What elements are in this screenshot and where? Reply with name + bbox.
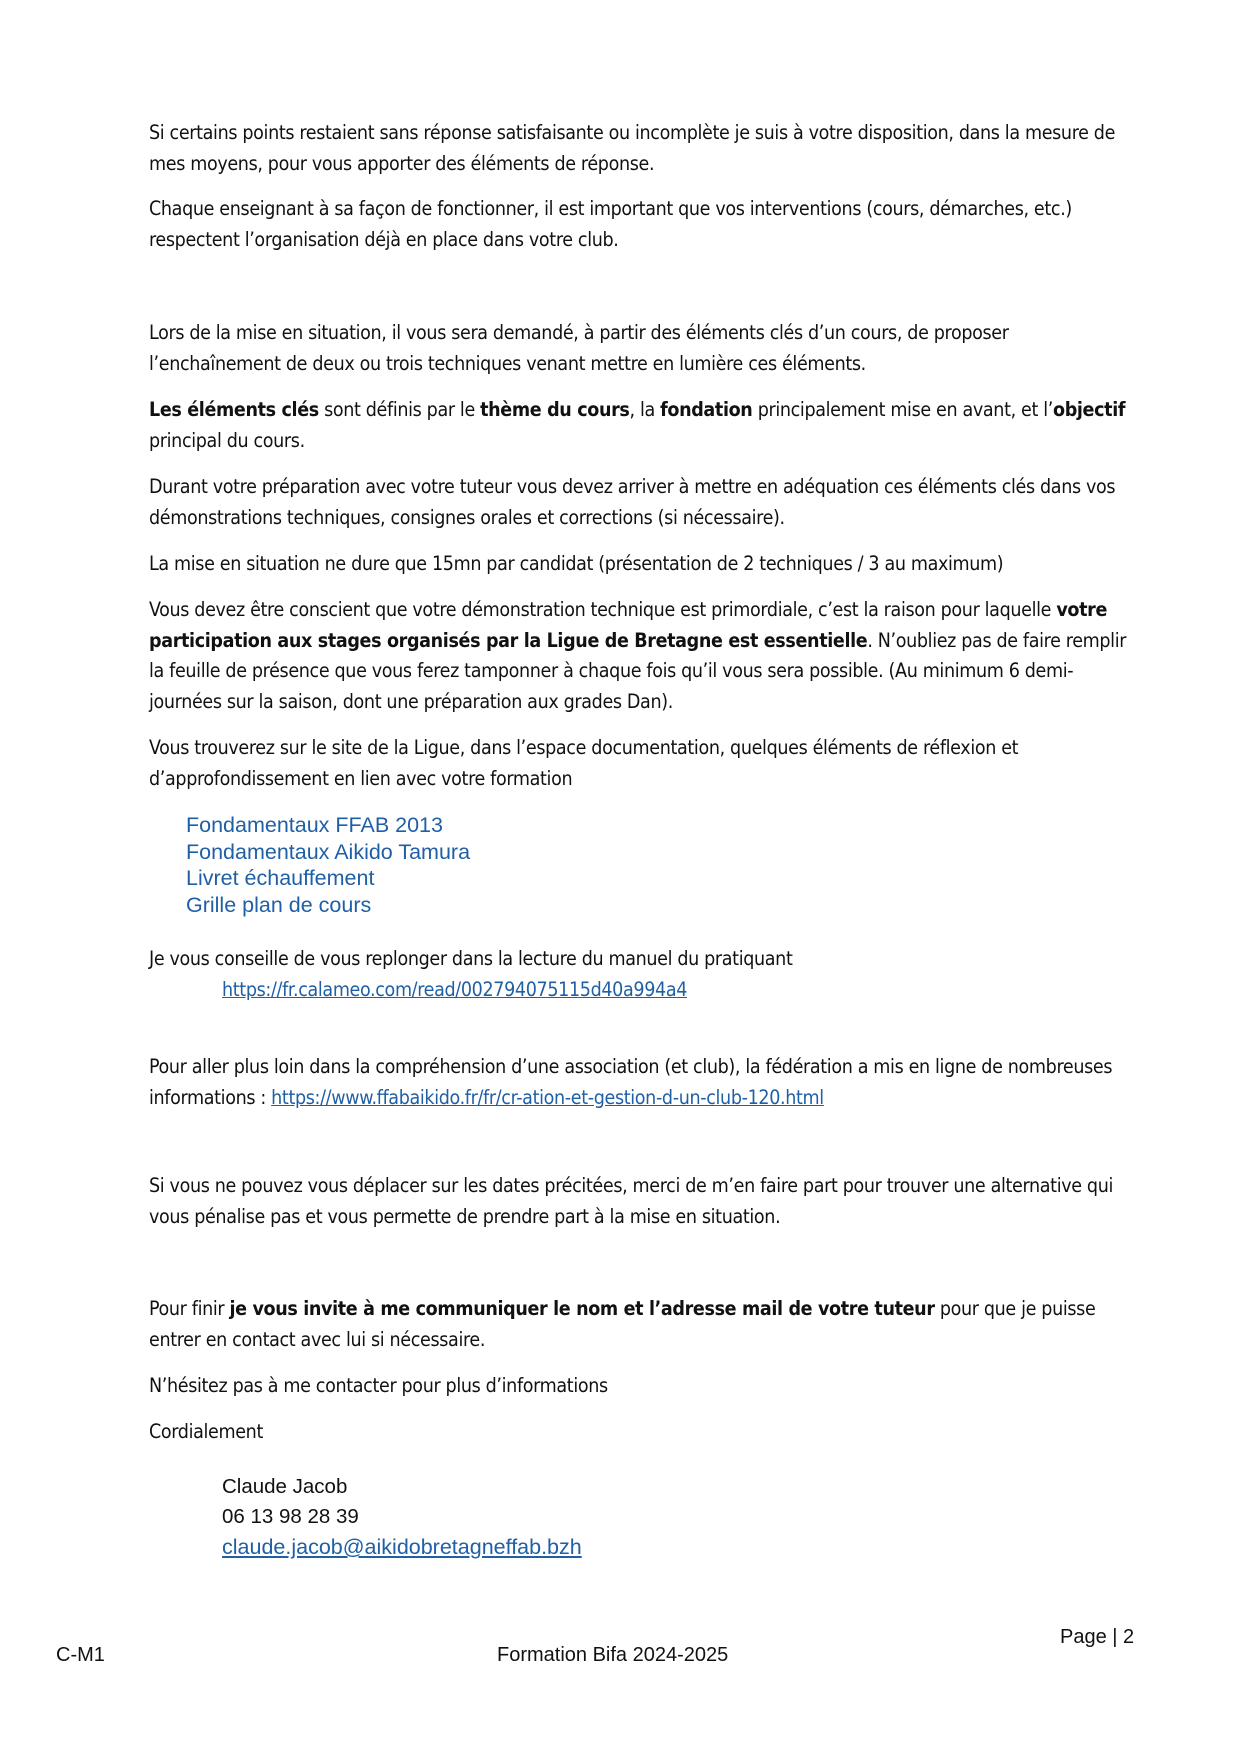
- paragraph-stages: [149, 595, 1139, 717]
- paragraph-text: Si certains points restaient sans réponse satisfaisante ou incomplète je suis à votre disposition, dans la mesure de mes moyens, pour vous apporter des éléments de réponse.: [149, 121, 1116, 175]
- text-span: pour que je puisse entrer en contact avec lui si nécessaire.: [149, 1297, 1096, 1351]
- text-span: Pour finir: [149, 1297, 230, 1320]
- text-span: . N’oubliez pas de faire remplir la feuille de présence que vous ferez tamponner à chaque fois qu’il vous sera possible. (Au minimum 6 demi-journées sur la saison, dont une préparation aux grades Dan).: [149, 628, 1127, 713]
- paragraph-text: N’hésitez pas à me contacter pour plus d’informations: [149, 1374, 608, 1397]
- text-span: sont définis par le: [318, 398, 481, 421]
- paragraph-manuel: [149, 944, 1139, 1005]
- paragraph-text: Cordialement: [149, 1420, 263, 1443]
- paragraph-text: [149, 395, 1139, 456]
- paragraph-cordialement: [149, 1417, 1139, 1448]
- paragraph-mise-en-situation: [149, 318, 1139, 379]
- bold-fondation: fondation: [660, 398, 753, 421]
- footer-left-code: C-M1: [56, 1644, 105, 1666]
- paragraph-text: Durant votre préparation avec votre tuteur vous devez arriver à mettre en adéquation ces éléments clés dans vos démonstrations techniques, consignes orales et corrections (si nécessaire).: [149, 475, 1116, 529]
- paragraph-elements-cles: [149, 395, 1139, 456]
- paragraph-enseignant: [149, 194, 1139, 255]
- signature-email-link[interactable]: claude.jacob@aikidobretagneffab.bzh: [222, 1535, 582, 1559]
- signature-name: Claude Jacob: [222, 1475, 348, 1498]
- paragraph-duree: [149, 549, 1139, 580]
- calameo-link[interactable]: https://fr.calameo.com/read/002794075115d40a994a4: [222, 977, 688, 1001]
- paragraph-text: Je vous conseille de vous replonger dans la lecture du manuel du pratiquant: [149, 947, 793, 970]
- paragraph-preparation: [149, 472, 1139, 533]
- paragraph-text: [149, 1294, 1139, 1355]
- bold-participation: votre participation aux stages organisés par la Ligue de Bretagne est essentielle: [149, 598, 1107, 652]
- signature-block: [222, 1472, 582, 1563]
- paragraph-contact: [149, 1371, 1139, 1402]
- paragraph-text: Vous trouverez sur le site de la Ligue, dans l’espace documentation, quelques éléments de réflexion et d’approfondissement en lien avec votre formation: [149, 736, 1019, 790]
- doc-link-fondamentaux-ffab[interactable]: Fondamentaux FFAB 2013: [186, 813, 443, 837]
- text-span: Vous devez être conscient que votre démonstration technique est primordiale, c’est la raison pour laquelle: [149, 598, 1057, 621]
- paragraph-text: [149, 1052, 1139, 1113]
- documentation-links: [186, 812, 470, 918]
- ffab-club-link[interactable]: https://www.ffabaikido.fr/fr/cr-ation-et-gestion-d-un-club-120.html: [271, 1085, 824, 1109]
- footer-title: Formation Bifa 2024-2025: [497, 1644, 729, 1666]
- bold-tuteur: je vous invite à me communiquer le nom et l’adresse mail de votre tuteur: [229, 1297, 935, 1320]
- text-span: principal du cours.: [149, 428, 305, 452]
- paragraph-text: La mise en situation ne dure que 15mn par candidat (présentation de 2 techniques / 3 au maximum): [149, 552, 1004, 575]
- doc-link-grille-plan-cours[interactable]: Grille plan de cours: [186, 892, 372, 917]
- paragraph-text: Si vous ne pouvez vous déplacer sur les dates précitées, merci de m’en faire part pour trouver une alternative qui vous pénalise pas et vous permette de prendre part à la mise en situation.: [149, 1174, 1114, 1228]
- paragraph-tuteur: [149, 1294, 1139, 1355]
- link-line: [149, 975, 1139, 1006]
- footer-page-number: Page | 2: [1060, 1626, 1135, 1648]
- paragraph-disposition: [149, 118, 1139, 179]
- bold-objectif: objectif: [1052, 398, 1126, 421]
- paragraph-dates: [149, 1171, 1139, 1232]
- text-span: , la: [629, 398, 661, 421]
- paragraph-text: Chaque enseignant à sa façon de fonctionner, il est important que vos interventions (cours, démarches, etc.) respectent l’organisation déjà en place dans votre club.: [149, 197, 1072, 251]
- paragraph-text: [149, 595, 1139, 717]
- paragraph-text: Lors de la mise en situation, il vous sera demandé, à partir des éléments clés d’un cours, de proposer l’enchaînement de deux ou trois techniques venant mettre en lumière ces éléments.: [149, 321, 1009, 375]
- bold-elements-cles: Les éléments clés: [149, 398, 319, 421]
- text-span: Pour aller plus loin dans la compréhension d’une association (et club), la fédération a mis en ligne de nombreuses informations :: [149, 1055, 1113, 1109]
- signature-phone: 06 13 98 28 39: [222, 1505, 359, 1528]
- doc-link-livret-echauffement[interactable]: Livret échauffement: [186, 866, 375, 890]
- text-span: principalement mise en avant, et l’: [752, 398, 1053, 421]
- paragraph-documentation: [149, 733, 1139, 794]
- paragraph-association: [149, 1052, 1139, 1113]
- bold-theme: thème du cours: [480, 398, 630, 421]
- doc-link-fondamentaux-tamura[interactable]: Fondamentaux Aikido Tamura: [186, 839, 471, 864]
